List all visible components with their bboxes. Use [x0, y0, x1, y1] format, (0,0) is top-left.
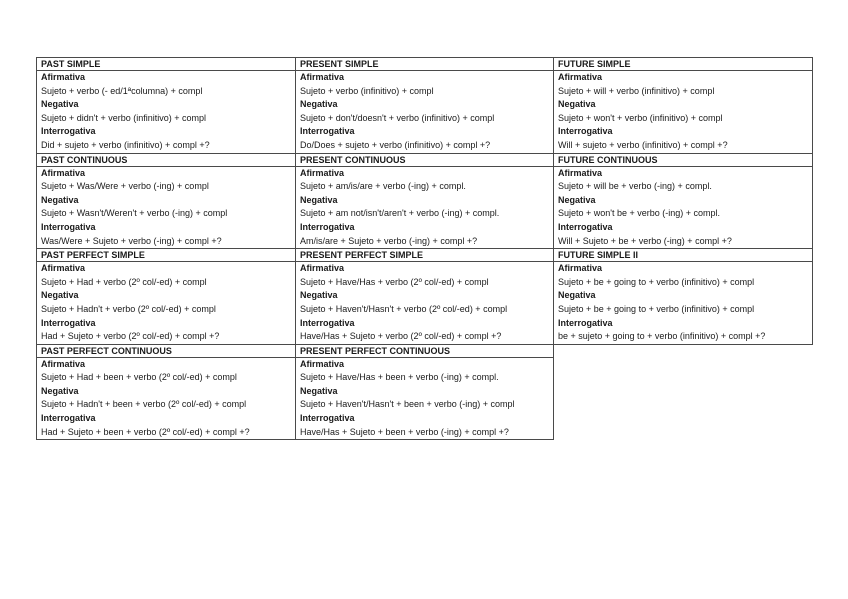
tense-title: PAST PERFECT SIMPLE — [37, 249, 296, 262]
interrogative-label: Interrogativa — [300, 126, 355, 137]
interrogative-formula: Did + sujeto + verbo (infinitivo) + compl +? — [41, 139, 210, 150]
tense-cell — [37, 262, 296, 345]
negative-label: Negativa — [41, 99, 79, 110]
interrogative-label: Interrogativa — [558, 317, 613, 328]
tense-body-row — [37, 71, 813, 154]
tense-title: PAST CONTINUOUS — [37, 153, 296, 166]
negative-formula: Sujeto + didn't + verbo (infinitivo) + compl — [41, 112, 207, 123]
negative-label: Negativa — [300, 99, 338, 110]
negative-label: Negativa — [41, 385, 79, 396]
affirmative-formula: Sujeto + will be + verbo (-ing) + compl. — [558, 181, 712, 192]
tense-header-row — [37, 344, 813, 357]
tense-header-row — [37, 153, 813, 166]
tense-title: PRESENT CONTINUOUS — [296, 153, 554, 166]
tense-title: PRESENT PERFECT CONTINUOUS — [296, 344, 554, 357]
negative-formula: Sujeto + Hadn't + verbo (2º col/-ed) + compl — [41, 303, 216, 314]
interrogative-label: Interrogativa — [41, 221, 96, 232]
negative-formula: Sujeto + be + going to + verbo (infinitivo) + compl — [558, 303, 755, 314]
tense-cell — [37, 166, 296, 249]
negative-label: Negativa — [558, 99, 596, 110]
affirmative-formula: Sujeto + Have/Has + verbo (2º col/-ed) + compl — [300, 276, 489, 287]
interrogative-label: Interrogativa — [41, 317, 96, 328]
affirmative-label: Afirmativa — [300, 263, 345, 274]
affirmative-label: Afirmativa — [300, 167, 345, 178]
tense-title: PRESENT SIMPLE — [296, 58, 554, 71]
affirmative-formula: Sujeto + be + going to + verbo (infinitivo) + compl — [558, 276, 755, 287]
affirmative-formula: Sujeto + am/is/are + verbo (-ing) + compl. — [300, 181, 466, 192]
negative-label: Negativa — [41, 290, 79, 301]
affirmative-label: Afirmativa — [41, 72, 86, 82]
tense-cell — [296, 71, 554, 154]
tense-title: PAST PERFECT CONTINUOUS — [37, 344, 296, 357]
interrogative-formula: Do/Does + sujeto + verbo (infinitivo) + compl +? — [300, 139, 491, 150]
affirmative-formula: Sujeto + verbo (infinitivo) + compl — [300, 85, 434, 96]
affirmative-formula: Sujeto + Was/Were + verbo (-ing) + compl — [41, 181, 209, 192]
tense-title: FUTURE SIMPLE II — [554, 249, 813, 262]
affirmative-formula: Sujeto + Have/Has + been + verbo (-ing) + compl. — [300, 372, 499, 383]
interrogative-formula: Had + Sujeto + been + verbo (2º col/-ed) + compl +? — [41, 426, 250, 437]
affirmative-label: Afirmativa — [300, 72, 345, 82]
negative-label: Negativa — [300, 290, 338, 301]
tense-cell — [554, 71, 813, 154]
interrogative-formula: Have/Has + Sujeto + been + verbo (-ing) + compl +? — [300, 426, 509, 437]
interrogative-label: Interrogativa — [558, 221, 613, 232]
negative-label: Negativa — [558, 194, 596, 205]
affirmative-label: Afirmativa — [558, 263, 603, 274]
negative-formula: Sujeto + won't be + verbo (-ing) + compl. — [558, 208, 721, 219]
tense-body-row — [37, 262, 813, 345]
affirmative-formula: Sujeto + will + verbo (infinitivo) + compl — [558, 85, 715, 96]
interrogative-label: Interrogativa — [41, 413, 96, 424]
tense-title: PRESENT PERFECT SIMPLE — [296, 249, 554, 262]
negative-label: Negativa — [558, 290, 596, 301]
tense-cell — [296, 357, 554, 440]
affirmative-formula: Sujeto + Had + verbo (2º col/-ed) + compl — [41, 276, 207, 287]
tense-title: FUTURE SIMPLE — [554, 58, 813, 71]
tense-cell — [554, 262, 813, 345]
negative-formula: Sujeto + am not/isn't/aren't + verbo (-ing) + compl. — [300, 208, 500, 219]
affirmative-label: Afirmativa — [558, 167, 603, 178]
tense-body-row — [37, 166, 813, 249]
affirmative-label: Afirmativa — [300, 358, 345, 369]
tense-table — [36, 57, 813, 440]
tense-body-row — [37, 357, 813, 440]
negative-formula: Sujeto + Haven't/Hasn't + been + verbo (-ing) + compl — [300, 399, 515, 410]
interrogative-formula: Was/Were + Sujeto + verbo (-ing) + compl +? — [41, 235, 222, 246]
tense-header-row — [37, 58, 813, 71]
interrogative-label: Interrogativa — [300, 317, 355, 328]
tense-cell — [37, 71, 296, 154]
tense-header-row — [37, 249, 813, 262]
empty-cell — [554, 344, 813, 357]
affirmative-formula: Sujeto + Had + been + verbo (2º col/-ed) + compl — [41, 372, 237, 383]
affirmative-label: Afirmativa — [41, 167, 86, 178]
tense-cell — [37, 357, 296, 440]
tense-title: FUTURE CONTINUOUS — [554, 153, 813, 166]
negative-formula: Sujeto + don't/doesn't + verbo (infinitivo) + compl — [300, 112, 495, 123]
negative-formula: Sujeto + Wasn't/Weren't + verbo (-ing) + compl — [41, 208, 228, 219]
interrogative-label: Interrogativa — [41, 126, 96, 137]
interrogative-formula: Will + Sujeto + be + verbo (-ing) + compl +? — [558, 235, 732, 246]
negative-formula: Sujeto + won't + verbo (infinitivo) + compl — [558, 112, 723, 123]
interrogative-label: Interrogativa — [558, 126, 613, 137]
affirmative-formula: Sujeto + verbo (- ed/1ªcolumna) + compl — [41, 85, 203, 96]
interrogative-formula: be + sujeto + going to + verbo (infinitivo) + compl +? — [558, 331, 766, 342]
negative-label: Negativa — [300, 194, 338, 205]
negative-label: Negativa — [300, 385, 338, 396]
negative-formula: Sujeto + Hadn't + been + verbo (2º col/-ed) + compl — [41, 399, 247, 410]
negative-formula: Sujeto + Haven't/Hasn't + verbo (2º col/-ed) + compl — [300, 303, 508, 314]
interrogative-label: Interrogativa — [300, 221, 355, 232]
affirmative-label: Afirmativa — [41, 263, 86, 274]
interrogative-formula: Will + sujeto + verbo (infinitivo) + compl +? — [558, 139, 728, 150]
tense-cell — [554, 166, 813, 249]
tense-cell — [296, 262, 554, 345]
affirmative-label: Afirmativa — [558, 72, 603, 82]
interrogative-formula: Had + Sujeto + verbo (2º col/-ed) + compl +? — [41, 331, 220, 342]
interrogative-label: Interrogativa — [300, 413, 355, 424]
tense-cell — [296, 166, 554, 249]
interrogative-formula: Am/is/are + Sujeto + verbo (-ing) + compl +? — [300, 235, 478, 246]
interrogative-formula: Have/Has + Sujeto + verbo (2º col/-ed) + compl +? — [300, 331, 502, 342]
negative-label: Negativa — [41, 194, 79, 205]
tense-title: PAST SIMPLE — [37, 58, 296, 71]
empty-cell — [554, 357, 813, 440]
affirmative-label: Afirmativa — [41, 358, 86, 369]
